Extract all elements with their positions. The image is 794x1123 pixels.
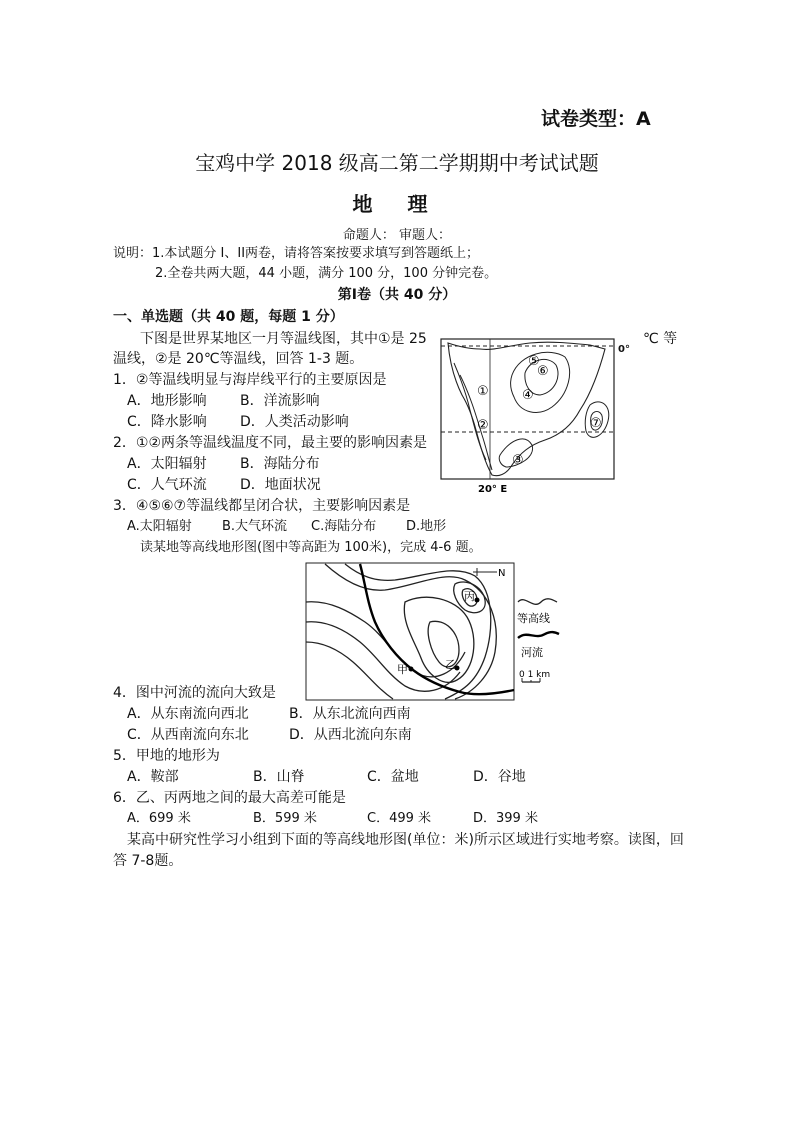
question-2-option-d: D．地面状况	[240, 477, 321, 493]
legend-river: 河流	[521, 646, 543, 659]
question-2-stem: 2．①②两条等温线温度不同，最主要的影响因素是	[113, 435, 428, 451]
question-1-option-d: D．人类活动影响	[240, 414, 349, 430]
equator-label-text: 0°	[618, 344, 630, 355]
question-2-option-b: B．海陆分布	[240, 456, 320, 472]
contour-map	[305, 562, 570, 702]
question-1-option-b: B．洋流影响	[240, 393, 320, 409]
map1-label-7: ⑦	[590, 416, 602, 431]
instructions-line-1: 说明：1.本试题分 I、II两卷，请将答案按要求填写到答题纸上；	[113, 246, 480, 261]
legend-contour: 等高线	[517, 612, 550, 625]
question-3-option-a: A.太阳辐射	[127, 519, 192, 534]
place-jia: 甲	[397, 663, 408, 676]
question-5-option-d: D．谷地	[473, 769, 526, 785]
question-6-stem: 6．乙、丙两地之间的最大高差可能是	[113, 790, 346, 806]
subject-title: 地 理	[352, 192, 442, 216]
author-line: 命题人： 审题人：	[342, 228, 452, 243]
map1-label-1: ①	[477, 384, 489, 399]
question-2-option-a: A．太阳辐射	[127, 456, 207, 472]
exam-type-label: 试卷类型：A	[541, 108, 651, 130]
question-4-option-b: B．从东北流向西南	[289, 706, 411, 722]
intro-3-line-1: 某高中研究性学习小组到下面的等高线地形图(单位：米)所示区域进行实地考察。读图，回	[127, 832, 684, 848]
place-bing: 丙	[464, 590, 475, 603]
question-4-option-a: A．从东南流向西北	[127, 706, 249, 722]
question-6-option-c: C．499 米	[367, 811, 432, 826]
question-5-option-b: B．山脊	[253, 769, 305, 785]
north-label: N	[498, 568, 506, 579]
question-3-option-c: C.海陆分布	[311, 519, 377, 534]
longitude-label: 20° E	[478, 484, 508, 495]
exam-title: 宝鸡中学 2018 级高二第二学期期中考试试题	[195, 151, 599, 175]
map1-label-5: ⑤	[528, 354, 540, 369]
question-5-option-a: A．鞍部	[127, 769, 179, 785]
map1-label-4: ④	[522, 388, 534, 403]
question-1-option-a: A．地形影响	[127, 393, 207, 409]
intro-3-line-2: 答 7-8题。	[113, 853, 183, 869]
question-1-stem: 1．②等温线明显与海岸线平行的主要原因是	[113, 372, 387, 388]
map1-label-3: ③	[512, 453, 524, 468]
question-3-stem: 3．④⑤⑥⑦等温线都呈闭合状，主要影响因素是	[113, 498, 411, 514]
intro-1-line-2: 温线，②是 20℃等温线，回答 1-3 题。	[113, 351, 364, 367]
section-heading: 一、单选题（共 40 题，每题 1 分）	[113, 309, 344, 325]
question-6-option-d: D．399 米	[473, 811, 538, 826]
question-6-option-a: A．699 米	[127, 811, 191, 826]
intro-1-line-1-end: ℃ 等	[643, 331, 678, 347]
intro-2: 读某地等高线地形图(图中等高距为 100米)，完成 4-6 题。	[140, 540, 482, 555]
scale-label: 0 1 km	[519, 670, 551, 680]
question-5-stem: 5．甲地的地形为	[113, 748, 220, 764]
instructions-line-2: 2.全卷共两大题，44 小题，满分 100 分，100 分钟完卷。	[155, 266, 498, 281]
map1-label-2: ②	[477, 418, 489, 433]
question-6-option-b: B．599 米	[253, 811, 317, 826]
question-4-option-c: C．从西南流向东北	[127, 727, 249, 743]
isotherm-map	[440, 335, 616, 495]
question-5-option-c: C．盆地	[367, 769, 419, 785]
volume-title: 第Ⅰ卷（共 40 分）	[337, 287, 457, 303]
question-3-option-d: D.地形	[406, 519, 447, 534]
question-1-option-c: C．降水影响	[127, 414, 207, 430]
intro-1-line-1: 下图是世界某地区一月等温线图，其中①是 25	[140, 331, 427, 347]
map1-label-6: ⑥	[537, 364, 549, 379]
question-4-stem: 4．图中河流的流向大致是	[113, 685, 276, 701]
question-4-option-d: D．从西北流向东南	[289, 727, 412, 743]
place-yi: 乙	[445, 658, 456, 671]
question-2-option-c: C．人气环流	[127, 477, 207, 493]
question-3-option-b: B.大气环流	[222, 519, 288, 534]
